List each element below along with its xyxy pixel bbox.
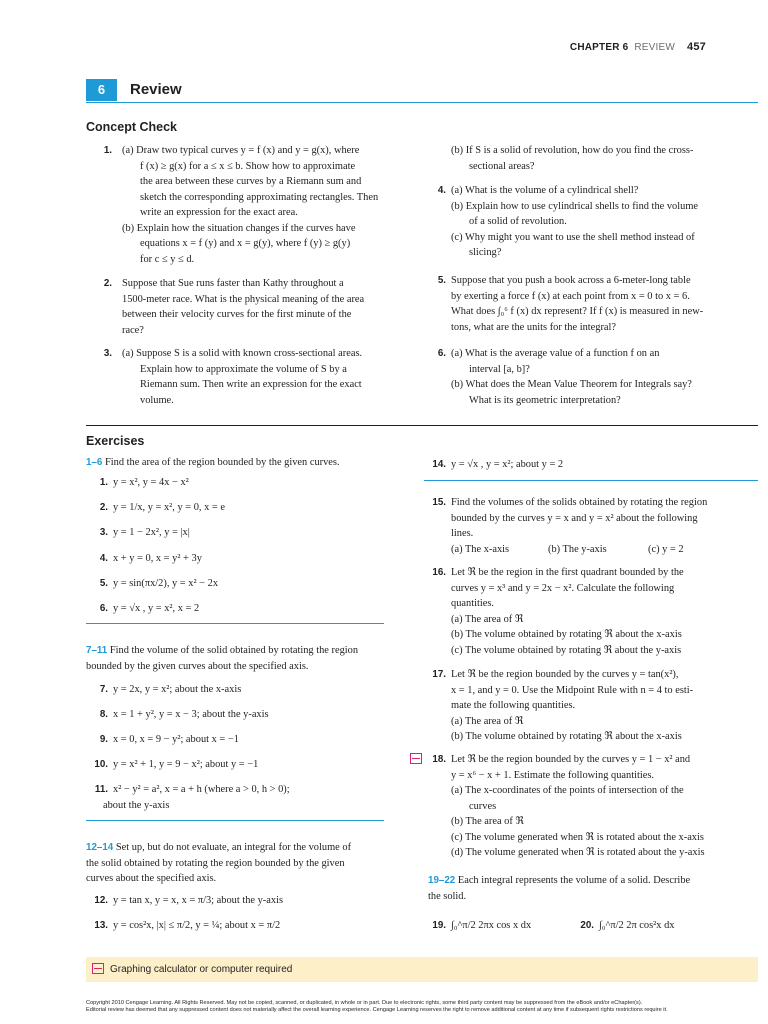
text-line: equations x = f (y) and x = g(y), where f (y) ≥ g(y)	[140, 238, 351, 249]
text-line: bounded by the curves y = x and y = x² about the following	[451, 512, 698, 524]
text-line: sectional areas?	[469, 160, 535, 172]
text-line: Let ℜ be the region in the first quadrant bounded by the	[451, 567, 684, 578]
exercise-text: y = sin(πx/2), y = x² − 2x	[113, 578, 219, 589]
item-number: 6.	[99, 603, 108, 614]
exercise-instruction: Find the volume of the solid obtained by rotating the region	[109, 645, 359, 656]
item-number: 10.	[94, 759, 108, 770]
text-line: (b) If S is a solid of revolution, how do you find the cross-	[451, 145, 694, 156]
exercise-text: y = 1 − 2x², y = |x|	[113, 527, 190, 538]
exercise-text: y = cos²x, |x| ≤ π/2, y = ¼; about x = π/2	[113, 920, 281, 931]
text-line: curves y = x³ and y = 2x − x². Calculate the following	[451, 582, 675, 594]
exercise-18	[424, 752, 705, 858]
group-divider	[86, 623, 384, 624]
item-number: 4.	[99, 553, 108, 564]
exercise-text: x² − y² = a², x = a + h (where a > 0, h > 0);	[113, 784, 290, 795]
group-divider	[424, 480, 758, 481]
group-divider	[86, 820, 384, 821]
text-line: sketch the corresponding approximating rectangles. Then	[140, 191, 379, 203]
text-line: (a) What is the volume of a cylindrical shell?	[451, 185, 639, 196]
exercise-instruction: the solid.	[428, 890, 467, 902]
text-line: (a) Draw two typical curves y = f (x) and y = g(x), where	[122, 145, 360, 156]
running-head-chapter: CHAPTER 6	[569, 42, 629, 53]
text-line: tons, what are the units for the integral?	[451, 321, 617, 333]
text-line: 1500-meter race. What is the physical meaning of the area	[122, 293, 365, 305]
text-line: (b) The volume obtained by rotating ℜ about the x-axis	[451, 731, 682, 742]
text-line: Explain how to approximate the volume of S by a	[140, 363, 347, 375]
item-number: 18.	[432, 754, 446, 765]
text-line: between their velocity curves for the first minute of the	[122, 309, 352, 320]
exercise-group-3-intro	[86, 840, 351, 856]
text-line: (b) The volume obtained by rotating ℜ about the x-axis	[451, 629, 682, 640]
exercise-range: 1–6	[86, 457, 103, 468]
exercise-instruction: Each integral represents the volume of a solid. Describe	[457, 875, 691, 886]
text-line: What does ∫₀⁶ f (x) dx represent? If f (x) is measured in new-	[451, 306, 704, 317]
text-line: (c) y = 2	[648, 543, 684, 555]
item-number: 19.	[432, 920, 446, 931]
exercises-rule	[86, 425, 758, 426]
text-line: Let ℜ be the region bounded by the curves y = 1 − x² and	[451, 754, 691, 765]
text-line: Find the volumes of the solids obtained by rotating the region	[451, 497, 708, 508]
exercise-instruction: the solid obtained by rotating the region bounded by the given	[86, 857, 345, 869]
item-number: 8.	[99, 709, 108, 720]
exercises-heading: Exercises	[86, 434, 145, 448]
text-line: x = 1, and y = 0. Use the Midpoint Rule with n = 4 to esti-	[451, 684, 694, 696]
text-line: the area between these curves by a Riemann sum and	[140, 176, 362, 187]
running-head	[570, 40, 706, 56]
graphing-calculator-icon	[92, 963, 104, 974]
text-line: (b) Explain how the situation changes if the curves have	[122, 222, 356, 234]
text-line: Suppose that Sue runs faster than Kathy throughout a	[122, 278, 344, 289]
item-number: 20.	[580, 920, 594, 931]
text-line: (b) The area of ℜ	[451, 816, 524, 827]
item-number: 2.	[103, 278, 112, 289]
exercise-range: 7–11	[86, 645, 108, 656]
concept-check-heading: Concept Check	[86, 120, 177, 134]
copyright-line: Copyright 2010 Cengage Learning. All Rights Reserved. May not be copied, scanned, or duplicated, in whole or in part. Due to electronic rights, some third party content may be suppressed from the eBook and/or eChapter(s).	[86, 1000, 643, 1006]
text-line: of a solid of revolution.	[469, 216, 567, 227]
exercise-text: x + y = 0, x = y² + 3y	[113, 553, 202, 564]
exercise-text: y = tan x, y = x, x = π/3; about the y-axis	[113, 895, 284, 906]
exercise-text: y = 2x, y = x²; about the x-axis	[113, 684, 242, 695]
text-line: (c) The volume generated when ℜ is rotated about the x-axis	[451, 831, 704, 843]
text-line: (b) What does the Mean Value Theorem for Integrals say?	[451, 379, 692, 390]
exercise-text: x = 0, x = 9 − y²; about x = −1	[113, 734, 239, 745]
text-line: f (x) ≥ g(x) for a ≤ x ≤ b. Show how to approximate	[140, 160, 356, 172]
text-line: lines.	[451, 528, 474, 539]
item-number: 11.	[94, 784, 108, 795]
item-number: 15.	[432, 497, 446, 508]
text-line: quantities.	[451, 598, 494, 609]
chapter-review-title: Review	[130, 81, 182, 98]
exercise-range: 12–14	[86, 842, 114, 853]
item-number: 17.	[432, 669, 446, 680]
text-line: (b) Explain how to use cylindrical shells to find the volume	[451, 200, 699, 212]
text-line: What is its geometric interpretation?	[469, 394, 621, 406]
exercise-text: ∫₀^π/2 2π cos²x dx	[599, 920, 675, 931]
exercise-group-4-intro	[428, 873, 690, 889]
text-line: (a) Suppose S is a solid with known cross-sectional areas.	[122, 348, 363, 359]
item-number: 12.	[94, 895, 108, 906]
item-number: 3.	[99, 527, 108, 538]
exercise-instruction: Set up, but do not evaluate, an integral for the volume of	[115, 842, 352, 853]
text-line: slicing?	[469, 247, 502, 258]
calculator-note: Graphing calculator or computer required	[110, 964, 293, 975]
exercise-text: x = 1 + y², y = x − 3; about the y-axis	[113, 709, 269, 720]
text-line: write an expression for the exact area.	[140, 207, 298, 218]
text-line: mate the following quantities.	[451, 700, 576, 711]
item-number: 6.	[437, 348, 446, 359]
exercise-text: ∫₀^π/2 2πx cos x dx	[451, 920, 532, 931]
item-number: 7.	[99, 684, 108, 695]
title-rule	[86, 102, 758, 103]
text-line: by exerting a force f (x) at each point from x = 0 to x = 6.	[451, 290, 690, 302]
text-line: (c) Why might you want to use the shell method instead of	[451, 231, 695, 243]
text-line: (a) The x-axis	[451, 543, 510, 555]
text-line: (a) What is the average value of a function f on an	[451, 348, 660, 359]
item-number: 13.	[94, 920, 108, 931]
text-line: Let ℜ be the region bounded by the curves y = tan(x²),	[451, 669, 679, 680]
chapter-number-box: 6	[86, 79, 117, 101]
item-number: 2.	[99, 502, 108, 513]
text-line: (a) The x-coordinates of the points of intersection of the	[451, 785, 684, 796]
text-line: (d) The volume generated when ℜ is rotated about the y-axis	[451, 847, 705, 858]
running-head-section: REVIEW	[634, 42, 676, 53]
item-number: 3.	[103, 348, 112, 359]
item-number: 1.	[99, 477, 108, 488]
text-line: (c) The volume obtained by rotating ℜ about the y-axis	[451, 644, 682, 656]
exercise-text: y = x², y = 4x − x²	[113, 477, 189, 488]
text-line: Suppose that you push a book across a 6-meter-long table	[451, 275, 691, 286]
item-number: 5.	[99, 578, 108, 589]
text-line: curves	[469, 800, 497, 812]
text-line: race?	[122, 324, 144, 336]
exercise-range: 19–22	[428, 875, 456, 886]
exercise-instruction: curves about the specified axis.	[86, 873, 217, 884]
exercise-group-1-intro	[86, 455, 340, 471]
exercise-text: y = √x , y = x², x = 2	[113, 603, 200, 614]
item-number: 1.	[103, 145, 112, 156]
item-number: 14.	[432, 459, 446, 470]
item-number: 5.	[437, 275, 446, 286]
text-line: (a) The area of ℜ	[451, 613, 524, 625]
text-line: volume.	[140, 394, 174, 406]
exercise-group-2-intro	[86, 643, 358, 659]
exercise-text: y = √x , y = x²; about y = 2	[451, 459, 564, 470]
text-line: y = x⁶ − x + 1. Estimate the following quantities.	[451, 769, 655, 781]
item-number: 9.	[99, 734, 108, 745]
exercise-text: y = 1/x, y = x², y = 0, x = e	[113, 502, 225, 513]
page-number: 457	[687, 41, 706, 53]
item-number: 16.	[432, 567, 446, 578]
exercise-text: about the y-axis	[103, 799, 170, 811]
text-line: for c ≤ y ≤ d.	[140, 253, 195, 265]
text-line: (a) The area of ℜ	[451, 715, 524, 727]
text-line: (b) The y-axis	[548, 543, 607, 555]
copyright-notice	[86, 1000, 758, 1014]
copyright-line: Editorial review has deemed that any suppressed content does not materially affect the overall learning experience. Cengage Learning reserves the right to remove additional content at any time if subsequent rights restrictions require it.	[86, 1007, 668, 1013]
exercise-instruction: bounded by the given curves about the specified axis.	[86, 660, 309, 672]
item-number: 4.	[437, 185, 446, 196]
text-line: Riemann sum. Then write an expression for the exact	[140, 379, 362, 390]
text-line: interval [a, b]?	[469, 363, 530, 375]
calculator-note-box	[86, 957, 758, 982]
exercise-text: y = x² + 1, y = 9 − x²; about y = −1	[113, 759, 259, 770]
exercise-instruction: Find the area of the region bounded by the given curves.	[104, 457, 340, 468]
